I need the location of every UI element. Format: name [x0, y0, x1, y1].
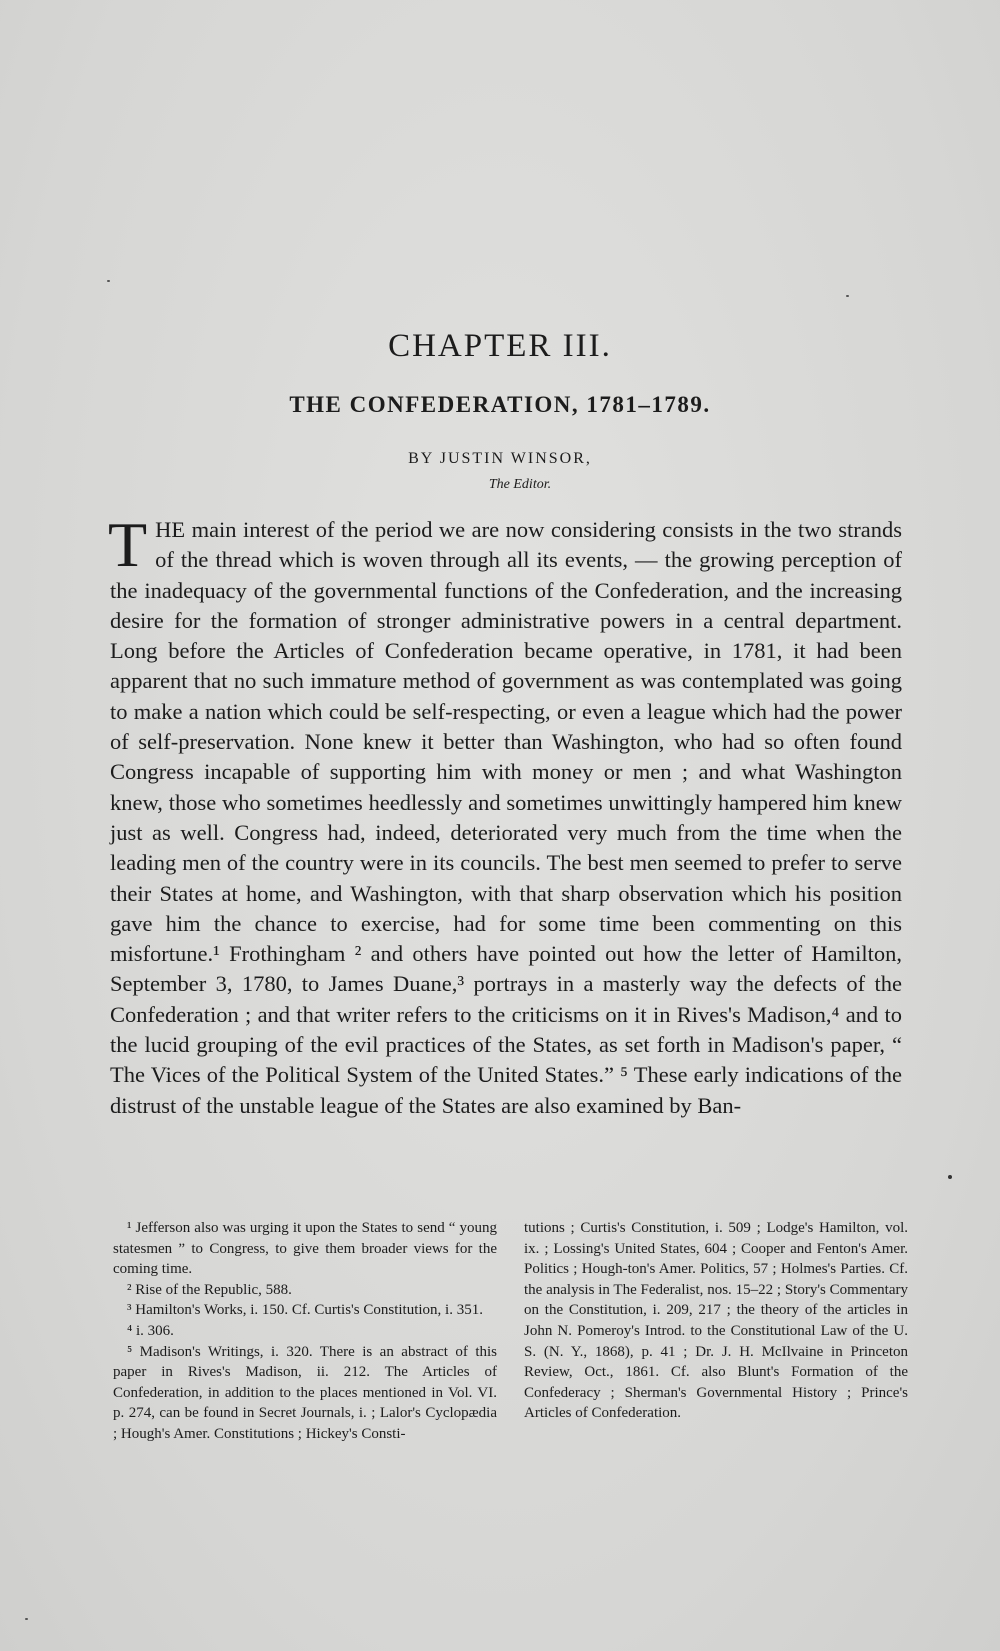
- footnotes: [113, 1218, 908, 1445]
- footnote-5: ⁵ Madison's Writings, i. 320. There is an abstract of this paper in Rives's Madison, ii. 212. The Articles of Confederation, in addition to the places mentioned in Vol. VI. p. 274, can be found in Secret Journals, i. ; Lalor's Cyclopædia ; Hough's Amer. Constitutions ; Hickey's Consti-: [113, 1343, 497, 1442]
- author-byline: BY JUSTIN WINSOR,: [408, 450, 592, 467]
- paper-speck: [25, 1618, 28, 1620]
- margin-mark: [948, 1175, 952, 1179]
- chapter-body-paragraph: [108, 509, 902, 1121]
- author-role: The Editor.: [488, 477, 552, 492]
- footnote-1: ¹ Jefferson also was urging it upon the States to send “ young statesmen ” to Congress, to give them broader views for the coming time.: [113, 1220, 497, 1278]
- footnotes-right-column: [524, 1218, 908, 1445]
- paper-speck: [107, 280, 110, 282]
- footnote-3: ³ Hamilton's Works, i. 150. Cf. Curtis's Constitution, i. 351.: [127, 1302, 483, 1319]
- footnote-2: ² Rise of the Republic, 588.: [127, 1281, 292, 1298]
- chapter-title: CHAPTER III.: [388, 328, 612, 364]
- drop-cap: T: [108, 509, 148, 580]
- footnote-4: ⁴ i. 306.: [127, 1322, 174, 1339]
- paper-speck: [846, 295, 849, 297]
- body-text: HE main interest of the period we are now considering consists in the two strands of the thread which is woven through all its events, — the growing perception of the inadequacy of the governmental functions of the Confederation, and the increasing desire for the formation of stronger administrative powers in a central department. Long before the Articles of Confederation became operative, in 1781, it had been apparent that no such immature method of government as was contemplated was going to make a nation which could be self-respecting, or even a league which had the power of self-preservation. None knew it better than Washington, who had so often found Congress incapable of supporting him with money or men ; and what Washington knew, those who sometimes heedlessly and sometimes unwittingly hampered him knew just as well. Congress had, indeed, deteriorated very much from the time when the leading men of the country were in its councils. The best men seemed to prefer to serve their States at home, and Washington, with that sharp observation which his position gave him the chance to exercise, had for some time been commenting on this misfortune.¹ Frothingham ² and others have pointed out how the letter of Hamilton, September 3, 1780, to James Duane,³ portrays in a masterly way the defects of the Confederation ; and that writer refers to the criticisms on it in Rives's Madison,⁴ and to the lucid grouping of the evil practices of the States, as set forth in Madison's paper, “ The Vices of the Political System of the United States.” ⁵ These early indications of the distrust of the unstable league of the States are also examined by Ban-: [110, 517, 902, 1118]
- chapter-subtitle: THE CONFEDERATION, 1781–1789.: [289, 392, 711, 417]
- footnotes-left-column: [113, 1218, 497, 1445]
- footnote-5-continued: tutions ; Curtis's Constitution, i. 509 ; Lodge's Hamilton, vol. ix. ; Lossing's United States, 604 ; Cooper and Fenton's Amer. Politics ; Hough-ton's Amer. Politics, 57 ; Holmes's Parties. Cf. the analysis in The Federalist, nos. 15–22 ; Story's Commentary on the Constitution, i. 209, 217 ; the theory of the articles in John N. Pomeroy's Introd. to the Constitutional Law of the U. S. (N. Y., 1868), p. 41 ; Dr. J. H. McIlvaine in Princeton Review, Oct., 1861. Cf. also Blunt's Formation of the Confederacy ; Sherman's Governmental History ; Prince's Articles of Confederation.: [524, 1220, 908, 1422]
